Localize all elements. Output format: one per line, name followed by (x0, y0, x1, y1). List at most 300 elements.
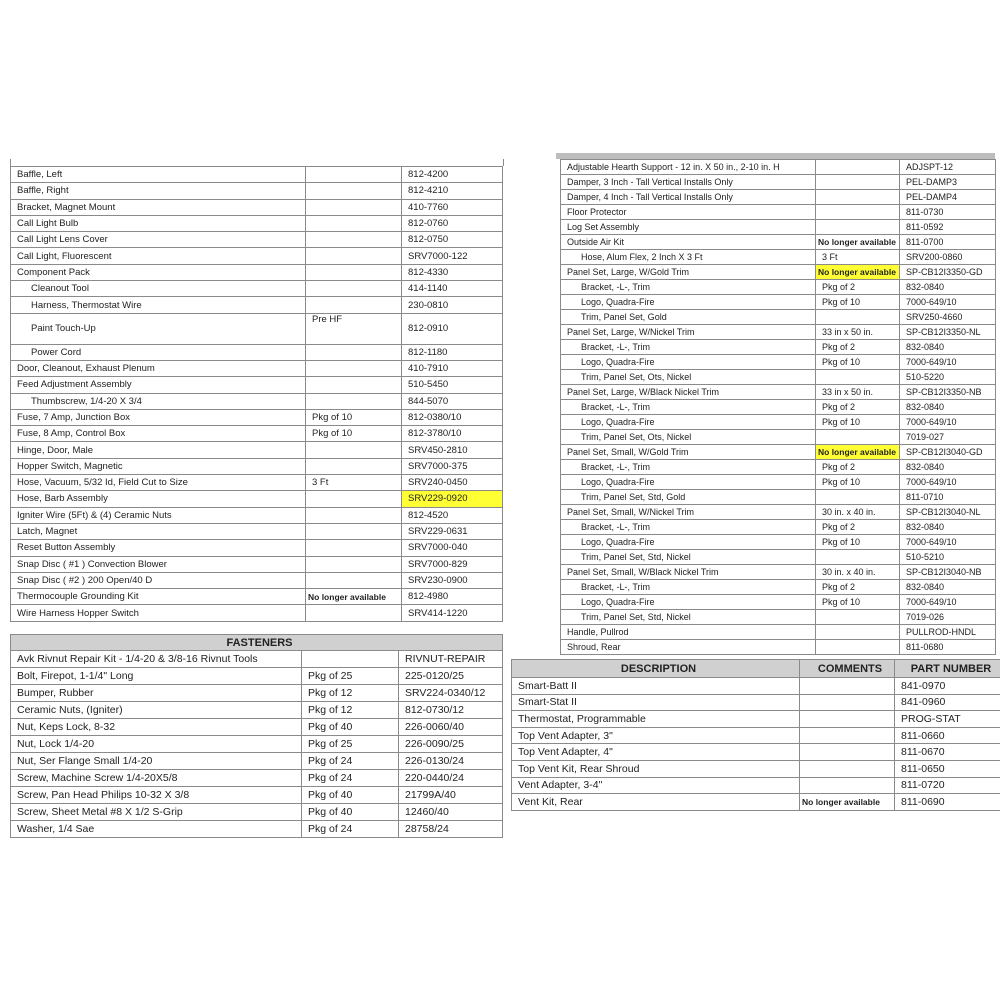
comments-header: COMMENTS (800, 660, 895, 678)
table-row (11, 377, 503, 393)
part-number-cell: 811-0700 (900, 235, 996, 250)
table-row (561, 505, 996, 520)
comment-cell: Pkg of 25 (302, 668, 399, 685)
table-row (11, 804, 503, 821)
part-number-cell: 844-5070 (402, 393, 503, 409)
description-cell: Thermocouple Grounding Kit (11, 589, 306, 605)
table-row (11, 167, 503, 183)
table-row (11, 540, 503, 556)
comment-cell (306, 264, 402, 280)
comment-cell: Pkg of 24 (302, 770, 399, 787)
comment-cell (816, 310, 900, 325)
description-cell: Screw, Machine Screw 1/4-20X5/8 (11, 770, 302, 787)
description-cell: Component Pack (11, 264, 306, 280)
part-number-cell: 410-7760 (402, 199, 503, 215)
comment-cell (800, 727, 895, 744)
part-number-cell: 7000-649/10 (900, 595, 996, 610)
description-cell: Outside Air Kit (561, 235, 816, 250)
comment-cell (306, 507, 402, 523)
part-number-cell: PEL-DAMP3 (900, 175, 996, 190)
description-cell: Feed Adjustment Assembly (11, 377, 306, 393)
part-number-cell: 7000-649/10 (900, 295, 996, 310)
table-row (561, 355, 996, 370)
comment-cell (816, 610, 900, 625)
table-row (11, 719, 503, 736)
description-cell: Harness, Thermostat Wire (11, 297, 306, 313)
table-row (11, 264, 503, 280)
part-number-cell: SRV7000-122 (402, 248, 503, 264)
part-number-cell: 226-0130/24 (399, 753, 503, 770)
part-number-cell: 7019-026 (900, 610, 996, 625)
comment-cell (800, 678, 895, 695)
table-row (11, 736, 503, 753)
table-row (11, 458, 503, 474)
description-cell: Snap Disc ( #2 ) 200 Open/40 D (11, 572, 306, 588)
part-number-cell: 811-0650 (895, 760, 1000, 777)
part-number-cell: 812-3780/10 (402, 426, 503, 442)
table-row (561, 280, 996, 295)
description-cell: Avk Rivnut Repair Kit - 1/4-20 & 3/8-16 Rivnut Tools (11, 651, 302, 668)
description-cell: Washer, 1/4 Sae (11, 821, 302, 838)
table-row (11, 409, 503, 425)
part-number-cell: 812-0760 (402, 215, 503, 231)
comment-cell (306, 232, 402, 248)
part-number-cell: 7000-649/10 (900, 475, 996, 490)
comment-cell: Pkg of 10 (306, 409, 402, 425)
part-number-cell: 832-0840 (900, 280, 996, 295)
table-row (512, 794, 1000, 811)
part-number-cell: 812-1180 (402, 344, 503, 360)
table-row (561, 175, 996, 190)
description-cell: Screw, Sheet Metal #8 X 1/2 S-Grip (11, 804, 302, 821)
description-cell: Bracket, -L-, Trim (561, 280, 816, 295)
comment-cell: 3 Ft (816, 250, 900, 265)
description-cell: Igniter Wire (5Ft) & (4) Ceramic Nuts (11, 507, 306, 523)
description-cell: Damper, 3 Inch - Tall Vertical Installs Only (561, 175, 816, 190)
table-row (561, 250, 996, 265)
table-row (11, 572, 503, 588)
description-cell: Damper, 4 Inch - Tall Vertical Installs Only (561, 190, 816, 205)
description-cell: Snap Disc ( #1 ) Convection Blower (11, 556, 306, 572)
comment-cell: 33 in x 50 in. (816, 325, 900, 340)
description-cell: Hose, Alum Flex, 2 Inch X 3 Ft (561, 250, 816, 265)
comment-cell (816, 430, 900, 445)
description-cell: Adjustable Hearth Support - 12 in. X 50 in., 2-10 in. H (561, 160, 816, 175)
comment-cell: Pkg of 10 (816, 415, 900, 430)
comment-cell (800, 760, 895, 777)
comment-cell: Pkg of 10 (306, 426, 402, 442)
part-number-cell: 7000-649/10 (900, 415, 996, 430)
part-number-cell: 7000-649/10 (900, 355, 996, 370)
description-cell: Power Cord (11, 344, 306, 360)
part-number-cell: 812-0730/12 (399, 702, 503, 719)
table-row (561, 235, 996, 250)
part-number-cell: 832-0840 (900, 340, 996, 355)
comment-cell: Pkg of 2 (816, 280, 900, 295)
part-number-cell: SP-CB12I3350-GD (900, 265, 996, 280)
part-number-cell: 811-0690 (895, 794, 1000, 811)
part-number-cell: SRV229-0920 (402, 491, 503, 507)
description-cell: Handle, Pullrod (561, 625, 816, 640)
comment-cell: No longer available (816, 265, 900, 280)
part-number-cell: 811-0592 (900, 220, 996, 235)
comment-cell: Pkg of 10 (816, 475, 900, 490)
part-number-cell: 510-5210 (900, 550, 996, 565)
description-cell: Call Light Lens Cover (11, 232, 306, 248)
part-number-cell: 414-1140 (402, 281, 503, 297)
table-row (561, 340, 996, 355)
table-row (561, 520, 996, 535)
fasteners-heading: FASTENERS (11, 635, 503, 651)
part-number-cell: SP-CB12I3040-GD (900, 445, 996, 460)
description-cell: Bracket, -L-, Trim (561, 460, 816, 475)
comment-cell (306, 377, 402, 393)
table-row (11, 215, 503, 231)
table-row (561, 415, 996, 430)
part-number-cell: 811-0660 (895, 727, 1000, 744)
comment-cell: Pkg of 40 (302, 719, 399, 736)
table-row (11, 183, 503, 199)
description-cell: Bracket, -L-, Trim (561, 340, 816, 355)
description-cell: Vent Adapter, 3-4" (512, 777, 800, 794)
comment-cell (306, 605, 402, 621)
description-cell: Trim, Panel Set, Ots, Nickel (561, 430, 816, 445)
part-number-cell: 510-5450 (402, 377, 503, 393)
description-cell: Hose, Barb Assembly (11, 491, 306, 507)
part-number-cell: RIVNUT-REPAIR (399, 651, 503, 668)
description-cell: Hose, Vacuum, 5/32 Id, Field Cut to Size (11, 475, 306, 491)
description-cell: Latch, Magnet (11, 523, 306, 539)
part-number-header: PART NUMBER (895, 660, 1000, 678)
description-cell: Cleanout Tool (11, 281, 306, 297)
comment-cell: Pkg of 2 (816, 340, 900, 355)
part-number-cell: SRV7000-040 (402, 540, 503, 556)
comment-cell (306, 344, 402, 360)
table-row (11, 787, 503, 804)
comment-cell (306, 491, 402, 507)
table-row (561, 265, 996, 280)
comment-cell: No longer available (306, 589, 402, 605)
description-cell: Logo, Quadra-Fire (561, 595, 816, 610)
table-row (11, 442, 503, 458)
part-number-cell: ADJSPT-12 (900, 160, 996, 175)
comment-cell (816, 640, 900, 655)
description-cell: Floor Protector (561, 205, 816, 220)
description-cell: Trim, Panel Set, Std, Nickel (561, 610, 816, 625)
table-row (561, 475, 996, 490)
part-number-cell: 812-0910 (402, 313, 503, 344)
comment-cell (306, 393, 402, 409)
part-number-cell: 812-4980 (402, 589, 503, 605)
table-row (561, 445, 996, 460)
description-cell: Call Light Bulb (11, 215, 306, 231)
part-number-cell: SP-CB12I3040-NL (900, 505, 996, 520)
parts-table (10, 166, 503, 622)
part-number-cell: SRV450-2810 (402, 442, 503, 458)
table-row (11, 248, 503, 264)
table-row (11, 313, 503, 344)
table-row (512, 711, 1000, 728)
description-cell: Smart-Stat II (512, 694, 800, 711)
fasteners-table (10, 634, 503, 838)
description-cell: Trim, Panel Set, Std, Gold (561, 490, 816, 505)
comment-cell: 30 in. x 40 in. (816, 565, 900, 580)
comment-cell: 30 in. x 40 in. (816, 505, 900, 520)
description-cell: Smart-Batt II (512, 678, 800, 695)
part-number-cell: 220-0440/24 (399, 770, 503, 787)
description-cell: Panel Set, Small, W/Gold Trim (561, 445, 816, 460)
part-number-cell: 811-0680 (900, 640, 996, 655)
part-number-cell: PROG-STAT (895, 711, 1000, 728)
part-number-cell: 7019-027 (900, 430, 996, 445)
table-row (561, 385, 996, 400)
comment-cell: Pkg of 10 (816, 595, 900, 610)
table-row (11, 605, 503, 621)
comment-cell: Pkg of 10 (816, 295, 900, 310)
table-row (11, 281, 503, 297)
comment-cell (800, 711, 895, 728)
description-cell: Logo, Quadra-Fire (561, 415, 816, 430)
comment-cell: Pkg of 10 (816, 535, 900, 550)
part-number-cell: SP-CB12I3350-NL (900, 325, 996, 340)
comment-cell (816, 175, 900, 190)
comment-cell (800, 777, 895, 794)
description-cell: Trim, Panel Set, Ots, Nickel (561, 370, 816, 385)
table-row (11, 475, 503, 491)
comment-cell (306, 215, 402, 231)
description-cell: Bracket, -L-, Trim (561, 520, 816, 535)
comment-cell (306, 556, 402, 572)
comment-cell: No longer available (816, 445, 900, 460)
table-row (561, 565, 996, 580)
comment-cell (816, 490, 900, 505)
table-row (512, 727, 1000, 744)
part-number-cell: 811-0710 (900, 490, 996, 505)
part-number-cell: 812-4210 (402, 183, 503, 199)
comment-cell: Pkg of 25 (302, 736, 399, 753)
part-number-cell: 811-0720 (895, 777, 1000, 794)
table-row (561, 220, 996, 235)
table-row (561, 625, 996, 640)
part-number-cell: 410-7910 (402, 360, 503, 376)
table-row (561, 160, 996, 175)
description-cell: Paint Touch-Up (11, 313, 306, 344)
description-cell: Top Vent Kit, Rear Shroud (512, 760, 800, 777)
controls-table (511, 659, 1000, 811)
part-number-cell: 28758/24 (399, 821, 503, 838)
description-cell: Bracket, -L-, Trim (561, 580, 816, 595)
part-number-cell: 811-0670 (895, 744, 1000, 761)
description-cell: Hopper Switch, Magnetic (11, 458, 306, 474)
table-row (561, 430, 996, 445)
description-cell: Ceramic Nuts, (Igniter) (11, 702, 302, 719)
comment-cell (816, 550, 900, 565)
description-cell: Logo, Quadra-Fire (561, 295, 816, 310)
table-row (11, 702, 503, 719)
comment-cell: Pkg of 40 (302, 787, 399, 804)
part-number-cell: 12460/40 (399, 804, 503, 821)
part-number-cell: SRV230-0900 (402, 572, 503, 588)
table-row (11, 770, 503, 787)
description-cell: Bracket, -L-, Trim (561, 400, 816, 415)
comment-cell: Pkg of 12 (302, 685, 399, 702)
description-cell: Logo, Quadra-Fire (561, 535, 816, 550)
description-cell: Trim, Panel Set, Std, Nickel (561, 550, 816, 565)
part-number-cell: 812-4520 (402, 507, 503, 523)
description-cell: Panel Set, Small, W/Black Nickel Trim (561, 565, 816, 580)
table-row (512, 760, 1000, 777)
table-row (512, 777, 1000, 794)
comment-cell (816, 205, 900, 220)
part-number-cell: 812-4330 (402, 264, 503, 280)
description-cell: Wire Harness Hopper Switch (11, 605, 306, 621)
comment-cell: Pkg of 2 (816, 580, 900, 595)
comment-cell (306, 442, 402, 458)
comment-cell (302, 651, 399, 668)
part-number-cell: 230-0810 (402, 297, 503, 313)
comment-cell: Pkg of 2 (816, 520, 900, 535)
comment-cell (306, 167, 402, 183)
description-header: DESCRIPTION (512, 660, 800, 678)
description-cell: Reset Button Assembly (11, 540, 306, 556)
comment-cell (306, 458, 402, 474)
part-number-cell: 832-0840 (900, 580, 996, 595)
table-row (561, 205, 996, 220)
description-cell: Panel Set, Large, W/Nickel Trim (561, 325, 816, 340)
comment-cell (306, 523, 402, 539)
comment-cell: Pkg of 10 (816, 355, 900, 370)
comment-cell: Pkg of 24 (302, 821, 399, 838)
part-number-cell: 812-0380/10 (402, 409, 503, 425)
comment-cell (306, 281, 402, 297)
table-row (561, 400, 996, 415)
description-cell: Fuse, 7 Amp, Junction Box (11, 409, 306, 425)
comment-cell (816, 190, 900, 205)
part-number-cell: 21799A/40 (399, 787, 503, 804)
part-number-cell: 841-0960 (895, 694, 1000, 711)
description-cell: Panel Set, Large, W/Black Nickel Trim (561, 385, 816, 400)
part-number-cell: 832-0840 (900, 460, 996, 475)
part-number-cell: SRV224-0340/12 (399, 685, 503, 702)
description-cell: Thermostat, Programmable (512, 711, 800, 728)
part-number-cell: 226-0090/25 (399, 736, 503, 753)
comment-cell: No longer available (816, 235, 900, 250)
part-number-cell: SP-CB12I3350-NB (900, 385, 996, 400)
part-number-cell: SRV240-0450 (402, 475, 503, 491)
part-number-cell: SRV7000-375 (402, 458, 503, 474)
description-cell: Vent Kit, Rear (512, 794, 800, 811)
table-row (11, 753, 503, 770)
part-number-cell: 225-0120/25 (399, 668, 503, 685)
table-row (11, 426, 503, 442)
table-row (11, 651, 503, 668)
description-cell: Fuse, 8 Amp, Control Box (11, 426, 306, 442)
table-row (561, 190, 996, 205)
table-row (11, 556, 503, 572)
table-row (11, 360, 503, 376)
part-number-cell: SRV229-0631 (402, 523, 503, 539)
comment-cell (816, 625, 900, 640)
part-number-cell: PEL-DAMP4 (900, 190, 996, 205)
table-row (11, 507, 503, 523)
description-cell: Call Light, Fluorescent (11, 248, 306, 264)
comment-cell (306, 183, 402, 199)
table-row (561, 460, 996, 475)
part-number-cell: SP-CB12I3040-NB (900, 565, 996, 580)
table-row (11, 297, 503, 313)
description-cell: Nut, Keps Lock, 8-32 (11, 719, 302, 736)
table-row (11, 491, 503, 507)
description-cell: Panel Set, Large, W/Gold Trim (561, 265, 816, 280)
comment-cell (306, 572, 402, 588)
part-number-cell: SRV200-0860 (900, 250, 996, 265)
description-cell: Nut, Ser Flange Small 1/4-20 (11, 753, 302, 770)
table-row (11, 523, 503, 539)
description-cell: Logo, Quadra-Fire (561, 475, 816, 490)
comment-cell: Pkg of 2 (816, 400, 900, 415)
description-cell: Panel Set, Small, W/Nickel Trim (561, 505, 816, 520)
comment-cell (306, 297, 402, 313)
description-cell: Trim, Panel Set, Gold (561, 310, 816, 325)
table-row (11, 232, 503, 248)
part-number-cell: 812-0750 (402, 232, 503, 248)
comment-cell (306, 248, 402, 264)
comment-cell (816, 220, 900, 235)
description-cell: Hinge, Door, Male (11, 442, 306, 458)
table-row (512, 744, 1000, 761)
table-row (561, 640, 996, 655)
description-cell: Nut, Lock 1/4-20 (11, 736, 302, 753)
part-number-cell: 812-4200 (402, 167, 503, 183)
comment-cell (306, 360, 402, 376)
part-number-cell: SRV414-1220 (402, 605, 503, 621)
table-row (561, 535, 996, 550)
description-cell: Screw, Pan Head Philips 10-32 X 3/8 (11, 787, 302, 804)
table-row (561, 370, 996, 385)
part-number-cell: SRV250-4660 (900, 310, 996, 325)
comment-cell: 3 Ft (306, 475, 402, 491)
table-row (11, 344, 503, 360)
part-number-cell: 7000-649/10 (900, 535, 996, 550)
table-row (11, 821, 503, 838)
comment-cell (816, 160, 900, 175)
description-cell: Bolt, Firepot, 1-1/4" Long (11, 668, 302, 685)
comment-cell: Pkg of 2 (816, 460, 900, 475)
comment-cell: Pkg of 24 (302, 753, 399, 770)
comment-cell (306, 199, 402, 215)
table-row (512, 694, 1000, 711)
part-number-cell: 832-0840 (900, 520, 996, 535)
comment-cell (816, 370, 900, 385)
comment-cell: Pkg of 40 (302, 804, 399, 821)
description-cell: Baffle, Left (11, 167, 306, 183)
table-row (11, 668, 503, 685)
table-row (561, 580, 996, 595)
description-cell: Logo, Quadra-Fire (561, 355, 816, 370)
description-cell: Log Set Assembly (561, 220, 816, 235)
table-row (561, 325, 996, 340)
description-cell: Top Vent Adapter, 3" (512, 727, 800, 744)
parts-table-cut-top (10, 159, 504, 166)
part-number-cell: 811-0730 (900, 205, 996, 220)
description-cell: Top Vent Adapter, 4" (512, 744, 800, 761)
comment-cell: 33 in x 50 in. (816, 385, 900, 400)
part-number-cell: 832-0840 (900, 400, 996, 415)
table-row (561, 310, 996, 325)
part-number-cell: PULLROD-HNDL (900, 625, 996, 640)
table-row (561, 550, 996, 565)
description-cell: Shroud, Rear (561, 640, 816, 655)
